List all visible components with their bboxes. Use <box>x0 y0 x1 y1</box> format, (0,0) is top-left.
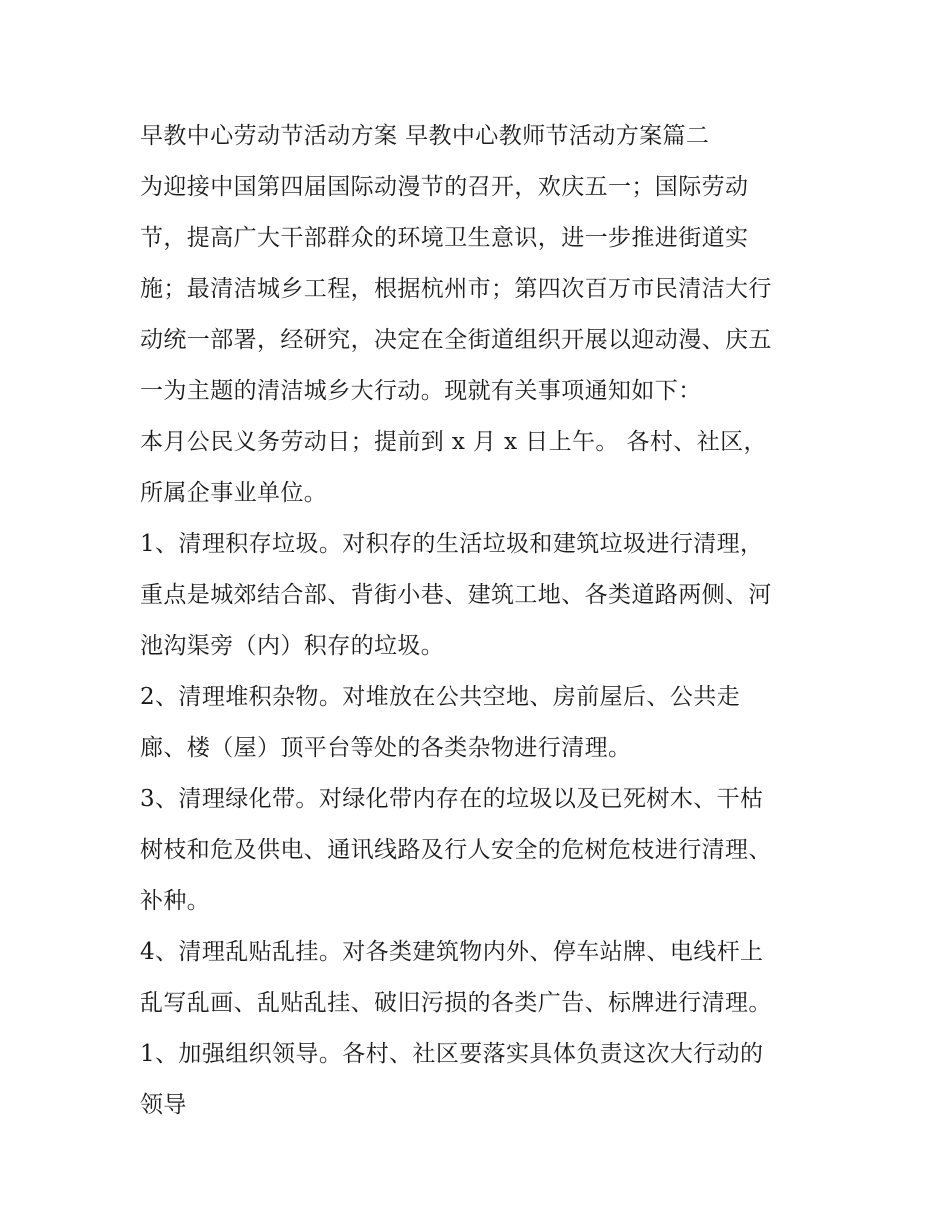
list-item-line: 廊、楼（屋）顶平台等处的各类杂物进行清理。 <box>140 735 632 761</box>
paragraph-line: 一为主题的清洁城乡大行动。现就有关事项通知如下： <box>140 378 702 404</box>
list-item-line: 池沟渠旁（内）积存的垃圾。 <box>140 633 445 659</box>
paragraph-line: 为迎接中国第四届国际动漫节的召开，欢庆五一；国际劳动 <box>140 174 749 200</box>
list-item-line: 4、清理乱贴乱挂。对各类建筑物内外、停车站牌、电线杆上 <box>140 939 764 965</box>
paragraph-line: 所属企事业单位。 <box>140 480 328 506</box>
document-title-line: 早教中心劳动节活动方案 早教中心教师节活动方案篇二 <box>140 123 710 149</box>
paragraph-line: 本月公民义务劳动日；提前到 x 月 x 日上午。 各村、社区， <box>140 429 767 455</box>
list-item-line: 领导 <box>140 1092 187 1118</box>
list-item-line: 重点是城郊结合部、背街小巷、建筑工地、各类道路两侧、河 <box>140 582 772 608</box>
list-item-line: 树枝和危及供电、通讯线路及行人安全的危树危枝进行清理、 <box>140 837 772 863</box>
list-item-line: 补种。 <box>140 888 211 914</box>
paragraph-line: 动统一部署，经研究，决定在全街道组织开展以迎动漫、庆五 <box>140 327 772 353</box>
list-item-line: 1、加强组织领导。各村、社区要落实具体负责这次大行动的 <box>140 1041 764 1067</box>
document-body <box>140 111 820 1131</box>
list-item-line: 3、清理绿化带。对绿化带内存在的垃圾以及已死树木、干枯 <box>140 786 764 812</box>
paragraph-line: 施；最清洁城乡工程，根据杭州市；第四次百万市民清洁大行 <box>140 276 772 302</box>
list-item-line: 2、清理堆积杂物。对堆放在公共空地、房前屋后、公共走 <box>140 684 741 710</box>
paragraph-line: 节，提高广大干部群众的环境卫生意识，进一步推进街道实 <box>140 225 749 251</box>
list-item-line: 乱写乱画、乱贴乱挂、破旧污损的各类广告、标牌进行清理。 <box>140 990 772 1016</box>
list-item-line: 1、清理积存垃圾。对积存的生活垃圾和建筑垃圾进行清理， <box>140 531 764 557</box>
